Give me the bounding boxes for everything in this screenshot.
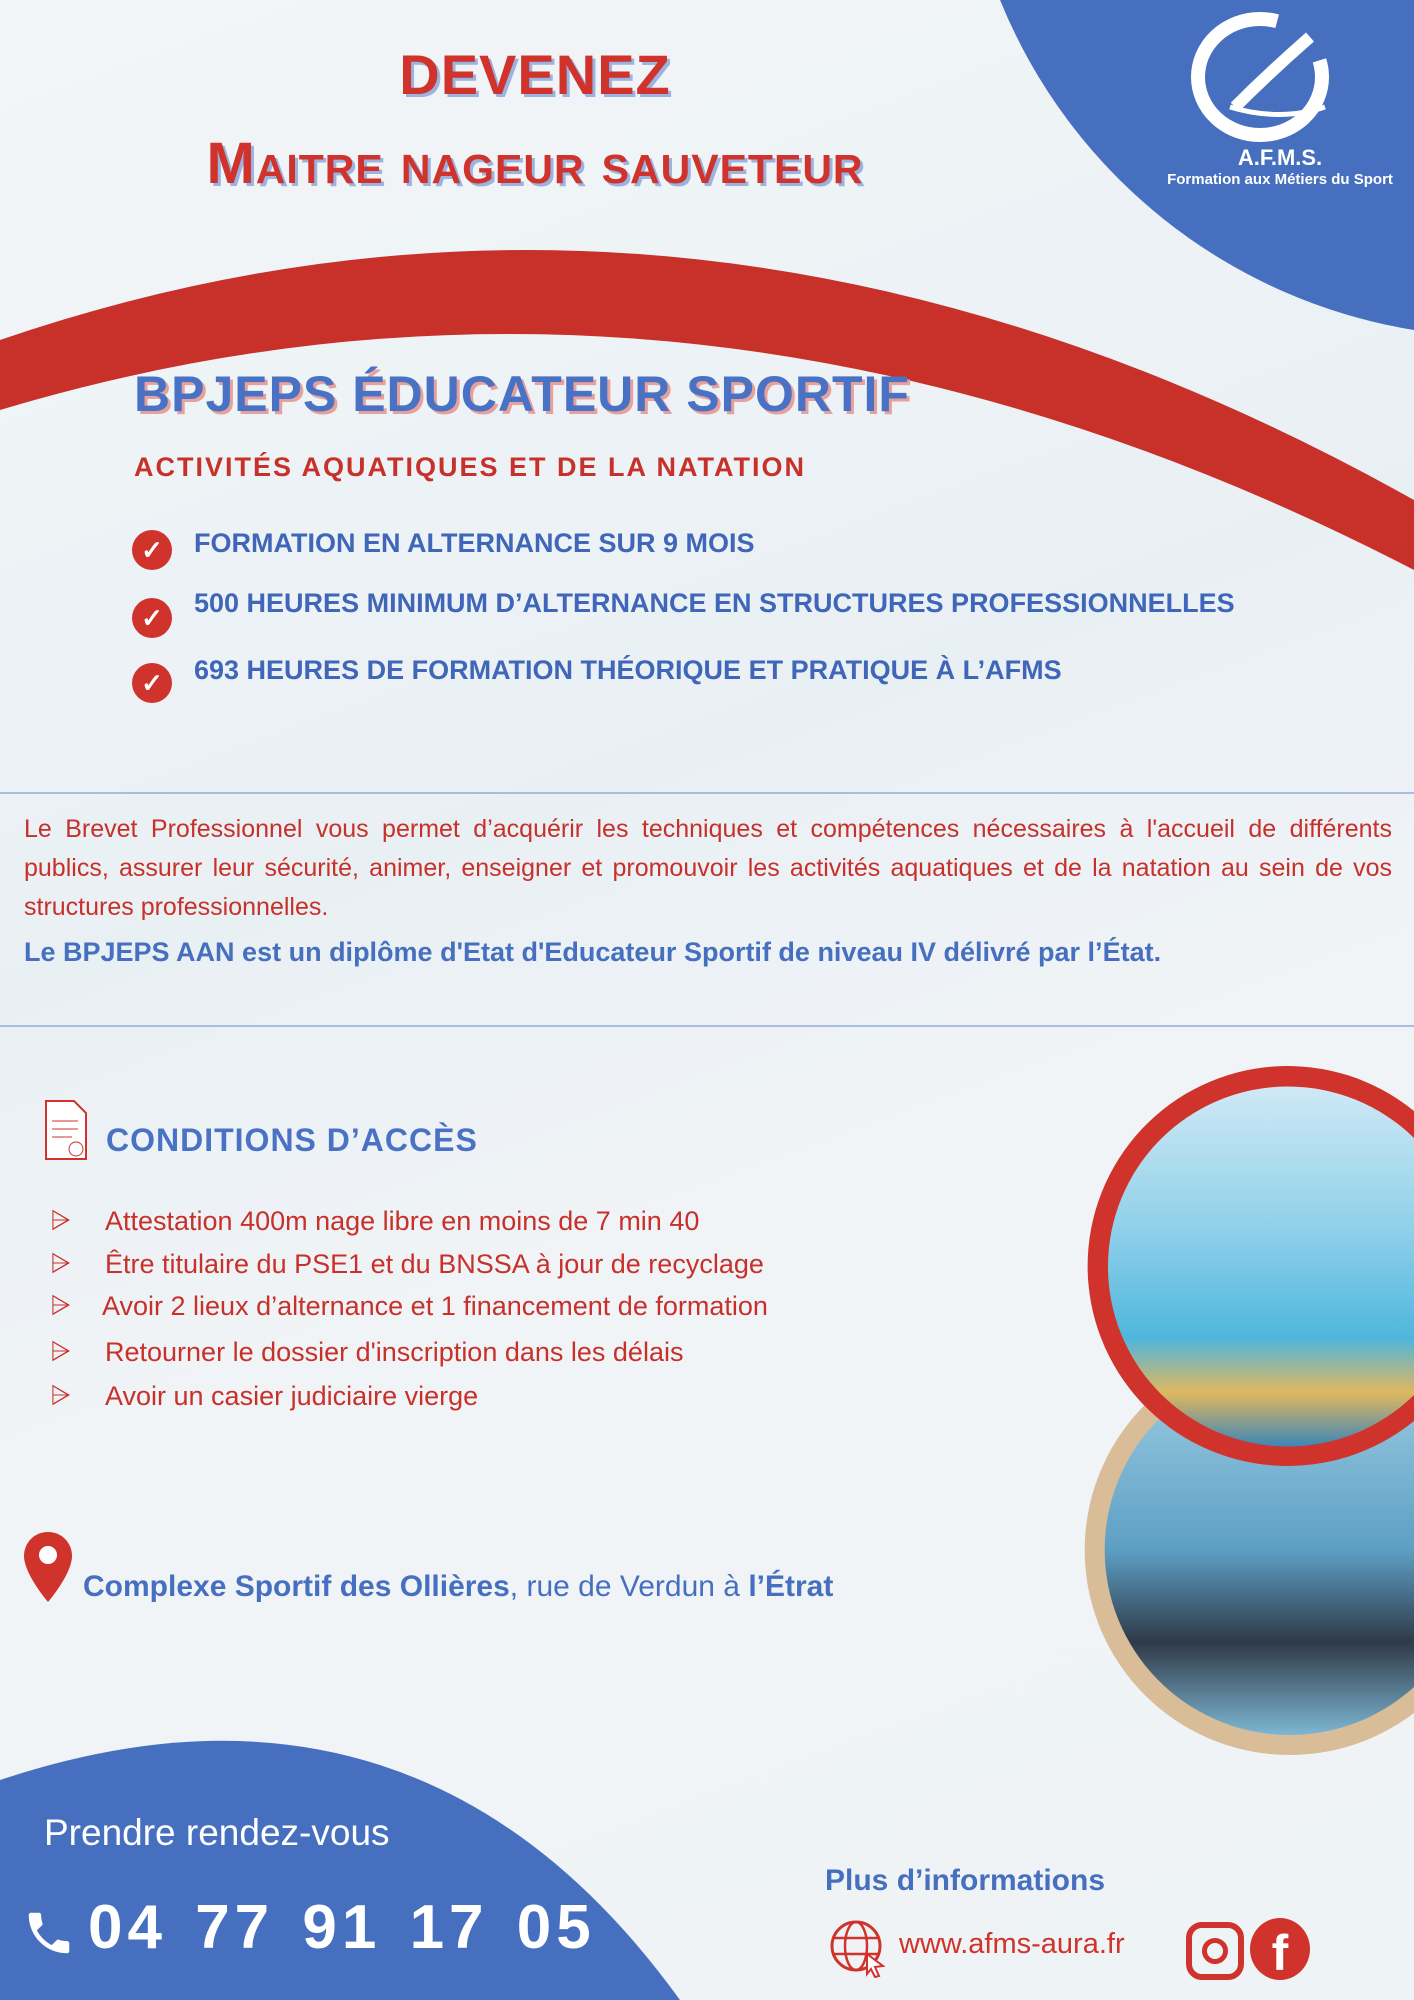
- facebook-icon[interactable]: f: [1250, 1918, 1310, 1980]
- phone-number[interactable]: 04 77 91 17 05: [88, 1893, 596, 1962]
- arrow-icon: ⩥: [50, 1336, 71, 1366]
- highlight-item: 500 HEURES MINIMUM D’ALTERNANCE EN STRUCTURES PROFESSIONNELLES: [194, 588, 1235, 618]
- document-icon: [44, 1099, 88, 1161]
- logo-text: [1150, 145, 1410, 188]
- check-icon: ✓: [132, 530, 172, 570]
- phone-icon: [22, 1903, 76, 1963]
- condition-item: Avoir un casier judiciaire vierge: [105, 1381, 479, 1411]
- course-title: BPJEPS ÉDUCATEUR SPORTIF: [134, 366, 910, 422]
- divider: [0, 1025, 1414, 1027]
- logo-acronym: A.F.M.S.: [1237, 145, 1323, 170]
- arrow-icon: ⩥: [50, 1248, 71, 1278]
- headline-job: Maitre nageur sauveteur: [206, 131, 864, 196]
- instagram-icon[interactable]: [1186, 1922, 1244, 1980]
- arrow-icon: ⩥: [50, 1380, 71, 1410]
- website-link[interactable]: www.afms-aura.fr: [899, 1928, 1125, 1960]
- arrow-icon: ⩥: [50, 1205, 71, 1235]
- check-icon: ✓: [132, 598, 172, 638]
- logo-tagline: Formation aux Métiers du Sport: [1167, 171, 1393, 188]
- afms-logo: [1190, 12, 1340, 142]
- appointment-label: Prendre rendez-vous: [44, 1812, 390, 1853]
- condition-item: Attestation 400m nage libre en moins de 7 min 40: [105, 1206, 700, 1236]
- condition-item: Retourner le dossier d'inscription dans les délais: [105, 1337, 684, 1367]
- conditions-title: CONDITIONS D’ACCÈS: [106, 1122, 478, 1158]
- globe-icon: [829, 1918, 887, 1978]
- address-street: , rue de Verdun à: [509, 1570, 749, 1603]
- location-pin-icon: [22, 1530, 74, 1604]
- address-place: Complexe Sportif des Ollières: [83, 1570, 510, 1603]
- diploma-text: Le BPJEPS AAN est un diplôme d'Etat d'Educateur Sportif de niveau IV délivré par l’État.: [24, 937, 1162, 967]
- address: [83, 1570, 833, 1604]
- description-text: Le Brevet Professionnel vous permet d’acquérir les techniques et compétences nécessaires à l'accueil de différents publics, assurer leur sécurité, animer, enseigner et promouvoir les activités aquatiques et de la natation au sein de vos structures professionnelles.: [24, 815, 1392, 921]
- headline-devenez: DEVENEZ: [399, 43, 671, 106]
- arrow-icon: ⩥: [50, 1290, 71, 1320]
- check-icon: ✓: [132, 663, 172, 703]
- condition-item: Être titulaire du PSE1 et du BNSSA à jour de recyclage: [105, 1249, 764, 1279]
- divider: [0, 792, 1414, 794]
- condition-item: Avoir 2 lieux d’alternance et 1 financement de formation: [102, 1291, 768, 1321]
- more-info-label: Plus d’informations: [825, 1864, 1106, 1897]
- highlight-item: FORMATION EN ALTERNANCE SUR 9 MOIS: [194, 528, 755, 558]
- course-subtitle: ACTIVITÉS AQUATIQUES ET DE LA NATATION: [134, 452, 806, 482]
- highlight-item: 693 HEURES DE FORMATION THÉORIQUE ET PRATIQUE À L’AFMS: [194, 655, 1062, 685]
- address-city: l’Étrat: [748, 1570, 834, 1603]
